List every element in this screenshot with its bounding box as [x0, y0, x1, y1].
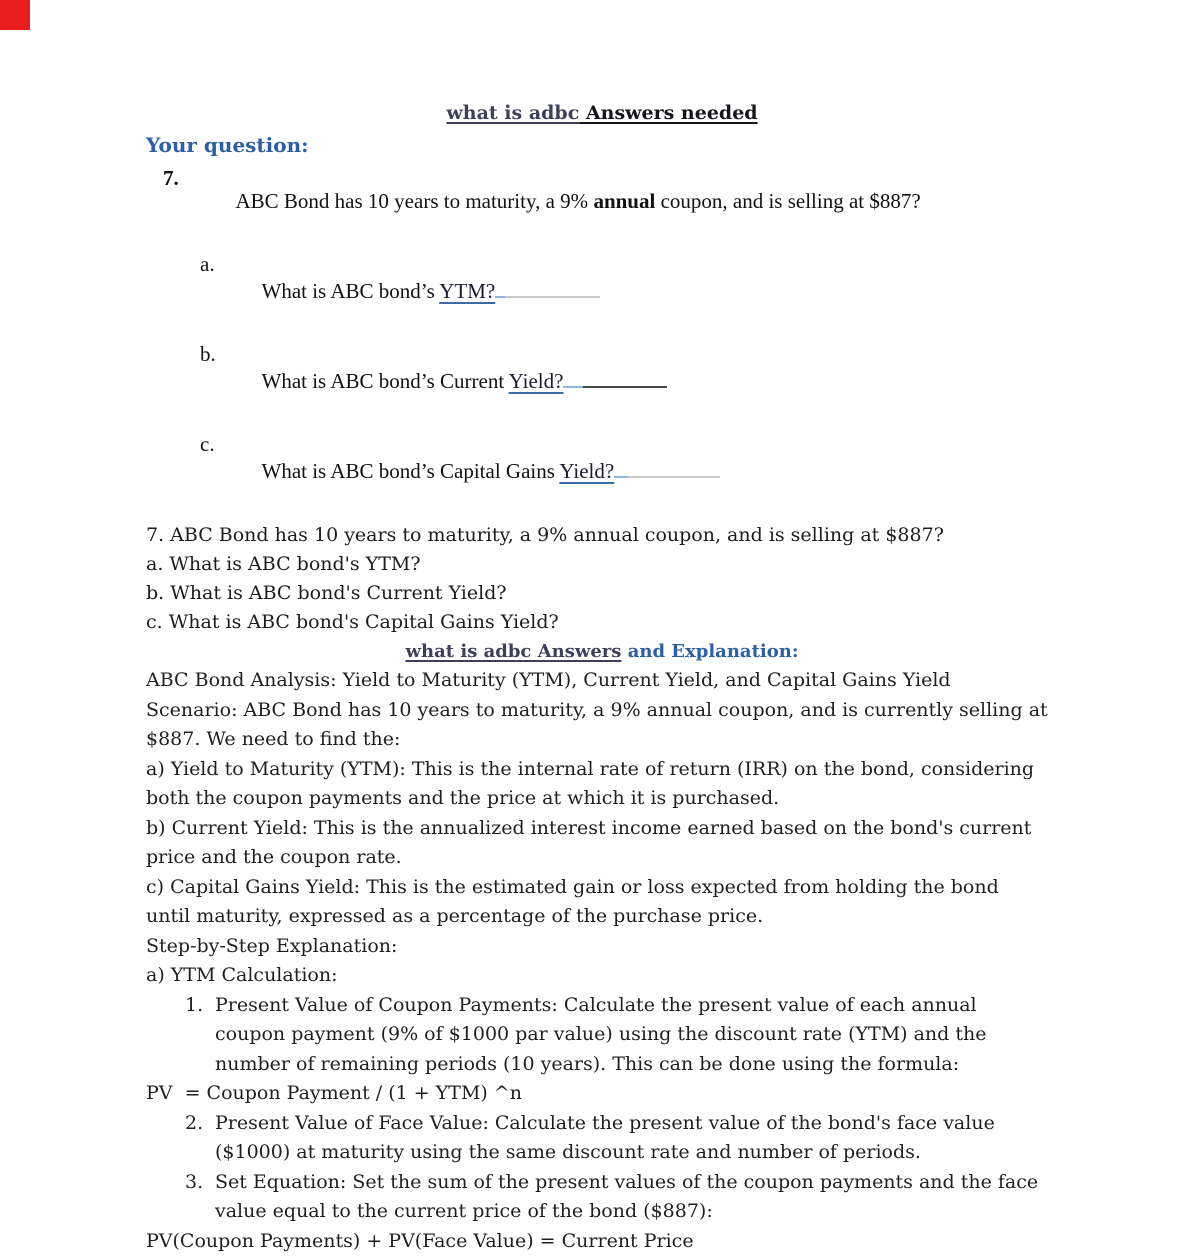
step-text: [215, 1168, 1058, 1227]
heading-link[interactable]: what is adbc Answers: [406, 641, 622, 662]
answer-blank-segment: [614, 456, 628, 478]
title-link[interactable]: what is adbc: [446, 102, 579, 124]
text-line: number of remaining periods (10 years). This can be done using the formula:: [215, 1050, 1058, 1080]
step-item-3: [146, 1168, 1058, 1227]
text-line: b) Current Yield: This is the annualized interest income earned based on the bond's current: [146, 814, 1058, 844]
pv-formula: PV = Coupon Payment / (1 + YTM) ^n: [146, 1079, 1058, 1109]
text-line: 7. ABC Bond has 10 years to maturity, a 9% annual coupon, and is selling at $887?: [146, 521, 1058, 550]
answer-blank-segment: [495, 276, 505, 298]
answer-blank-segment: [563, 366, 583, 388]
step-item-1: [146, 991, 1058, 1080]
question-item-7: [146, 167, 1058, 236]
step-item-2: [146, 1109, 1058, 1168]
step-number: 2.: [185, 1109, 203, 1139]
text-line: Present Value of Coupon Payments: Calculate the present value of each annual: [215, 991, 1058, 1021]
title-rest: Answers needed: [579, 102, 757, 124]
text-line: ($1000) at maturity using the same discount rate and number of periods.: [215, 1138, 1058, 1168]
answers-explanation-heading: [146, 637, 1058, 666]
text-line: c. What is ABC bond's Capital Gains Yield?: [146, 608, 1058, 637]
equation-formula: PV(Coupon Payments) + PV(Face Value) = Current Price: [146, 1227, 1058, 1256]
sub-item-c: [146, 433, 1058, 506]
text-line: both the coupon payments and the price at which it is purchased.: [146, 784, 1058, 814]
item-text-bold: annual: [593, 189, 655, 213]
capital-gains-yield-link[interactable]: Yield?: [559, 459, 614, 483]
answer-blank-line: [628, 456, 720, 478]
step-text: [215, 991, 1058, 1080]
step-number: 3.: [185, 1168, 203, 1198]
text-line: Scenario: ABC Bond has 10 years to maturity, a 9% annual coupon, and is currently selling at: [146, 696, 1058, 726]
document-content: [146, 0, 1058, 1256]
sub-item-text: What is ABC bond’s Capital Gains: [262, 459, 560, 483]
sub-item-letter: a.: [200, 253, 215, 276]
sub-item-b: [146, 343, 1058, 416]
answer-blank-line: [583, 366, 667, 388]
your-question-heading: Your question:: [146, 134, 1058, 157]
ytm-link[interactable]: YTM?: [439, 279, 495, 303]
answer-blank-line: [505, 276, 600, 298]
sub-item-a: [146, 253, 1058, 326]
item-text-prefix: ABC Bond has 10 years to maturity, a 9%: [236, 189, 594, 213]
text-line: b. What is ABC bond's Current Yield?: [146, 579, 1058, 608]
text-line: a) Yield to Maturity (YTM): This is the internal rate of return (IRR) on the bond, considering: [146, 755, 1058, 785]
sub-item-letter: c.: [200, 433, 215, 456]
heading-rest: and Explanation:: [621, 641, 798, 662]
page-title: [146, 101, 1058, 125]
sub-item-text: What is ABC bond’s: [262, 279, 440, 303]
text-line: c) Capital Gains Yield: This is the estimated gain or loss expected from holding the bond: [146, 873, 1058, 903]
answer-body: [146, 666, 1058, 991]
text-line: value equal to the current price of the bond ($887):: [215, 1197, 1058, 1227]
question-restatement: [146, 521, 1058, 637]
text-line: Set Equation: Set the sum of the present values of the coupon payments and the face: [215, 1168, 1058, 1198]
step-text: [215, 1109, 1058, 1168]
step-number: 1.: [185, 991, 203, 1021]
item-text-suffix: coupon, and is selling at $887?: [655, 189, 920, 213]
text-line: $887. We need to find the:: [146, 725, 1058, 755]
text-line: a) YTM Calculation:: [146, 961, 1058, 991]
text-line: Step-by-Step Explanation:: [146, 932, 1058, 962]
text-line: until maturity, expressed as a percentage of the purchase price.: [146, 902, 1058, 932]
text-line: coupon payment (9% of $1000 par value) using the discount rate (YTM) and the: [215, 1020, 1058, 1050]
text-line: a. What is ABC bond's YTM?: [146, 550, 1058, 579]
item-number: 7.: [163, 167, 179, 190]
text-line: price and the coupon rate.: [146, 843, 1058, 873]
current-yield-link[interactable]: Yield?: [509, 369, 564, 393]
text-line: Present Value of Face Value: Calculate the present value of the bond's face value: [215, 1109, 1058, 1139]
sub-item-letter: b.: [200, 343, 216, 366]
text-line: ABC Bond Analysis: Yield to Maturity (YTM), Current Yield, and Capital Gains Yield: [146, 666, 1058, 696]
sub-item-text: What is ABC bond’s Current: [262, 369, 509, 393]
red-corner-marker: [0, 0, 30, 30]
